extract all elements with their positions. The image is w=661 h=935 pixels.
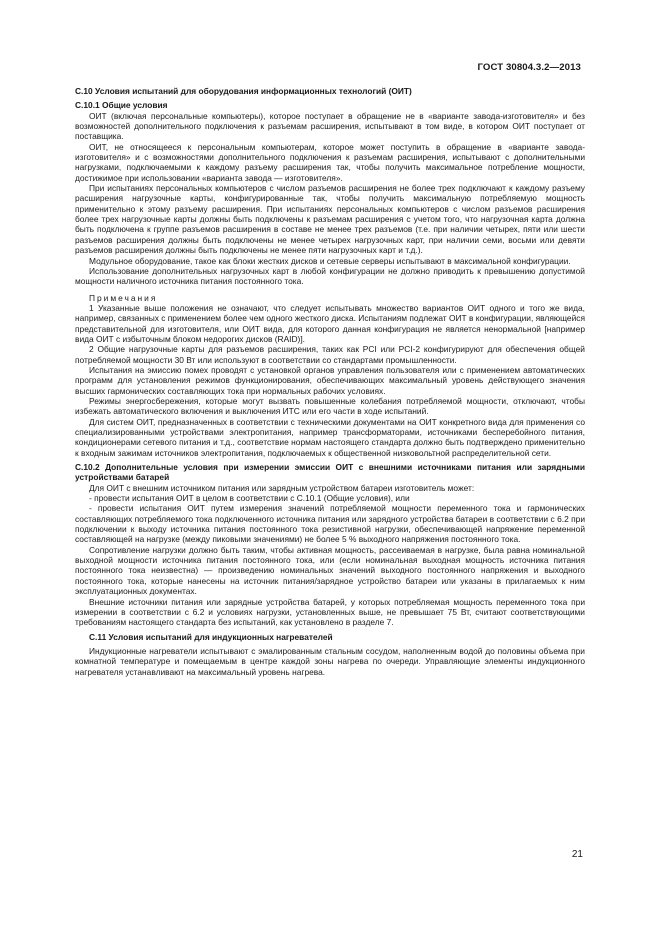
- paragraph: Для ОИТ с внешним источником питания или зарядным устройством батареи изготовитель может:: [89, 482, 475, 493]
- paragraph: Индукционные нагреватели испытывают с эмалированным стальным сосудом, наполненным водой до половины объема при комнатной температуре и помещаемым в центре каждой зоны нагрева по очереди. Управляющие элементы индукционного нагревателя устанавливают на максимальный уровень нагрева.: [75, 645, 585, 677]
- paragraph: Сопротивление нагрузки должно быть таким, чтобы активная мощность, рассеиваемая в нагрузке, была равна номинальной выходной мощности источника питания постоянного тока, или (если номинальная выходная мощность источника питания постоянного тока неизвестна) — произведению номинальных значений выходного постоянного напряжения и выходного постоянного тока, которые нанесены на источник питания/зарядное устройство батареи или указаны в прилагаемых к ним эксплуатационных документах.: [75, 544, 585, 597]
- paragraph: ОИТ, не относящееся к персональным компьютерам, которое может поступить в обращение в «варианте завода-изготовителя» и с возможностями дополнительного подключения к разъемам расширения, испытывают с дополнительными нагрузками, подключаемыми к каждому разъему расширения так, чтобы получить максимальное потребление мощности, достижимое при использовании «варианта завода — изготовителя».: [75, 141, 585, 183]
- paragraph: ОИТ (включая персональные компьютеры), которое поступает в обращение не в «варианте завода-изготовителя» и без возможностей дополнительного подключения к разъемам расширения, испытывают в том виде, в котором ОИТ поступает от поставщика.: [75, 110, 585, 142]
- list-item: - провести испытания ОИТ путем измерения значений потребляемой мощности переменного тока и гармонических составляющих потребляемого тока подключенного источника питания или зарядного устройства батареи в соответствии с 6.2 при подключении к выходу источника питания постоянного тока резистивной нагрузки, обеспечивающей напряжение переменной составляющей на нагрузке (между пиковыми значениями) не более 5 % выходного напряжения постоянного тока.: [75, 503, 585, 545]
- paragraph: Испытания на эмиссию помех проводят с установкой органов управления пользователя или с применением автоматических программ для установления режимов функционирования, обеспечивающих максимальный уровень действующего значения высших гармонических составляющих тока при нормальных рабочих условиях.: [75, 364, 585, 396]
- section-c11-title: С.11 Условия испытаний для индукционных нагревателей: [89, 631, 333, 642]
- paragraph: Для систем ОИТ, предназначенных в соответствии с техническими документами на ОИТ конкретного вида для применения со специализированными устройствами электропитания, например трансформаторами, источниками бесперебойного питания, кондиционерами сетевого питания и т.д., соответствие нормам настоящего стандарта должно быть подтверждено применительно к входным зажимам источников электропитания, подключаемых к общественной низковольтной распределительной сети.: [75, 416, 585, 458]
- paragraph: Режимы энергосбережения, которые могут вызвать повышенные колебания потребляемой мощности, отключают, чтобы избежать автоматического включения и выключения ИТС или его части в ходе испытаний.: [75, 395, 585, 417]
- note: 1 Указанные выше положения не означают, что следует испытывать множество вариантов ОИТ одного и того же вида, например, связанных с применением более чем одного жесткого диска. Испытаниям подлежат ОИТ в конфигурации, являющейся представительной для изготовителя, или ОИТ вида, для которого данная конфигурация не является ненормальной [например вида ОИТ с избыточным блоком недорогих дисков (RAID)].: [75, 302, 585, 344]
- paragraph: Внешние источники питания или зарядные устройства батарей, у которых потребляемая мощность переменного тока при измерении в соответствии с 6.2 и условиях нагрузки, установленных выше, не превышает 75 Вт, считают соответствующими требованиям настоящего стандарта без испытаний, как установлено в разделе 7.: [75, 596, 585, 628]
- section-c102-title: С.10.2 Дополнительные условия при измерении эмиссии ОИТ с внешними источниками питания или зарядными устройствами батарей: [75, 462, 585, 483]
- page-number: 21: [571, 849, 583, 860]
- note: 2 Общие нагрузочные карты для разъемов расширения, таких как PCI или PCI-2 конфигурируют для обеспечения общей потребляемой мощности 30 Вт или используют в соответствии со стандартами промышленности.: [75, 344, 585, 365]
- section-c10-title: С.10 Условия испытаний для оборудования информационных технологий (ОИТ): [75, 86, 412, 96]
- document-body: [75, 86, 585, 677]
- list-item: - провести испытания ОИТ в целом в соответствии с С.10.1 (Общие условия), или: [89, 493, 410, 504]
- paragraph: Использование дополнительных нагрузочных карт в любой конфигурации не должно приводить к превышению допустимой мощности наличного источника питания постоянного тока.: [75, 265, 585, 287]
- paragraph: При испытаниях персональных компьютеров с числом разъемов расширения не более трех подключают к каждому разъему расширения нагрузочные карты, конфигурированные так, чтобы получить максимальную потребляемую мощность применительно к этому разъему расширения. При испытаниях персональных компьютеров с числом разъемов расширения более трех нагрузочные карты должны быть подключены к разъемам расширения с учетом того, что нагрузочная карта должна быть подключена к группе разъемов расширения в составе не менее трех разъемов (т.е. при наличии четырех, пяти или шести разъемов расширения должны быть подключены не менее четырех нагрузочных карт, при наличии семи, восьми или девяти разъемов расширения должны быть подключены не менее пяти нагрузочных карт и т.д.).: [75, 183, 585, 256]
- notes-title: Примечания: [89, 292, 158, 303]
- paragraph: Модульное оборудование, такое как блоки жестких дисков и сетевые серверы испытывают в максимальной конфигурации.: [89, 255, 571, 266]
- standard-header: ГОСТ 30804.3.2—2013: [477, 62, 581, 73]
- section-c101-title: С.10.1 Общие условия: [75, 100, 168, 111]
